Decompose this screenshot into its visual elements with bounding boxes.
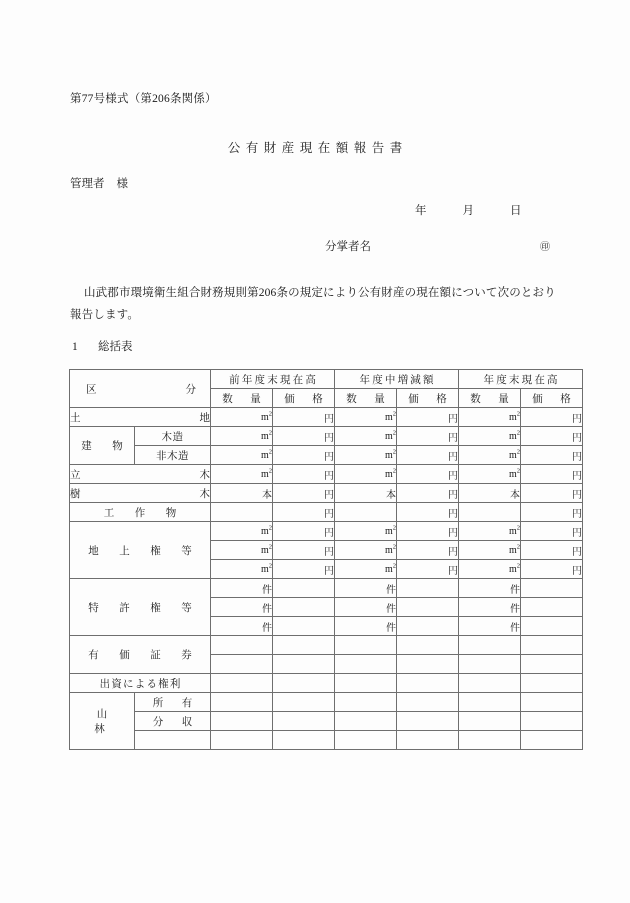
row7-g1-qty-area-unit[interactable]: $m^2$ xyxy=(335,541,397,560)
table-row xyxy=(70,693,583,712)
row8-g0-qty-area-unit[interactable]: $m^2$ xyxy=(211,560,273,579)
row-label-left: 立 xyxy=(70,469,81,481)
table-row xyxy=(70,484,583,503)
date-line xyxy=(415,202,522,218)
addressee-line xyxy=(70,175,128,191)
row9-g2-qty-case-unit[interactable]: 件 xyxy=(459,579,521,598)
column-group-year-change: 年度中増減額 xyxy=(335,370,459,389)
row13-g2-qty-empty[interactable] xyxy=(459,655,521,674)
section-number: 1 xyxy=(72,341,78,353)
row2-g1-qty-area-unit[interactable]: $m^2$ xyxy=(335,446,397,465)
row13-g1-qty-empty[interactable] xyxy=(335,655,397,674)
row14-g2-price-empty[interactable] xyxy=(521,674,583,693)
row-sub-label: 非木造 xyxy=(135,446,211,465)
row17-g2-qty-empty[interactable] xyxy=(459,731,521,750)
addressee-name: 管理者 xyxy=(70,178,105,190)
row13-g2-price-empty[interactable] xyxy=(521,655,583,674)
row6-g0-price-yen-unit[interactable]: 円 xyxy=(273,522,335,541)
row7-g1-price-yen-unit[interactable]: 円 xyxy=(397,541,459,560)
page-title: 公有財産現在額報告書 xyxy=(227,141,408,155)
row14-g1-qty-empty[interactable] xyxy=(335,674,397,693)
row10-g1-qty-case-unit[interactable]: 件 xyxy=(335,598,397,617)
table-row xyxy=(70,522,583,541)
row-label xyxy=(70,484,211,503)
body-paragraph: 山武郡市環境衛生組合財務規則第206条の規定により公有財産の現在額について次のとおり報告します。 xyxy=(70,287,556,321)
row-label-left: 土 xyxy=(70,412,81,424)
table-row xyxy=(70,465,583,484)
row9-g0-price-empty[interactable] xyxy=(273,579,335,598)
year-label: 年 xyxy=(415,205,427,217)
signer-label: 分掌者名 xyxy=(325,241,371,253)
row14-g2-qty-empty[interactable] xyxy=(459,674,521,693)
row1-g0-qty-area-unit[interactable]: $m^2$ xyxy=(211,427,273,446)
row2-g2-price-yen-unit[interactable]: 円 xyxy=(521,446,583,465)
row5-g2-qty-empty[interactable] xyxy=(459,503,521,522)
row3-g0-qty-area-unit[interactable]: $m^2$ xyxy=(211,465,273,484)
row11-g0-qty-case-unit[interactable]: 件 xyxy=(211,617,273,636)
row8-g0-price-yen-unit[interactable]: 円 xyxy=(273,560,335,579)
row12-g0-qty-empty[interactable] xyxy=(211,636,273,655)
row14-g1-price-empty[interactable] xyxy=(397,674,459,693)
column-group-prev-year-end: 前年度末現在高 xyxy=(211,370,335,389)
row4-g2-price-yen-unit[interactable]: 円 xyxy=(521,484,583,503)
table-row xyxy=(70,408,583,427)
table-row xyxy=(70,446,583,465)
row-label-right: 木 xyxy=(199,488,210,500)
sub-header-qty-1: 数 量 xyxy=(211,389,273,408)
row0-g1-qty-area-unit[interactable]: $m^2$ xyxy=(335,408,397,427)
row0-g2-qty-area-unit[interactable]: $m^2$ xyxy=(459,408,521,427)
row11-g1-price-empty[interactable] xyxy=(397,617,459,636)
row7-g2-qty-area-unit[interactable]: $m^2$ xyxy=(459,541,521,560)
month-label: 月 xyxy=(462,205,474,217)
row3-g1-price-yen-unit[interactable]: 円 xyxy=(397,465,459,484)
row-label-right: 地 xyxy=(199,412,210,424)
row16-g0-price-empty[interactable] xyxy=(273,712,335,731)
row12-g1-price-empty[interactable] xyxy=(397,636,459,655)
table-row xyxy=(70,712,583,731)
section-label: 総括表 xyxy=(98,341,133,353)
row10-g0-qty-case-unit[interactable]: 件 xyxy=(211,598,273,617)
summary-table-wrapper xyxy=(69,369,583,750)
row15-g1-price-empty[interactable] xyxy=(397,693,459,712)
row8-g1-qty-area-unit[interactable]: $m^2$ xyxy=(335,560,397,579)
row5-g2-price-yen-unit[interactable]: 円 xyxy=(521,503,583,522)
row8-g1-price-yen-unit[interactable]: 円 xyxy=(397,560,459,579)
row10-g0-price-empty[interactable] xyxy=(273,598,335,617)
row-sub-label xyxy=(135,731,211,750)
row11-g2-qty-case-unit[interactable]: 件 xyxy=(459,617,521,636)
column-header-kubun xyxy=(70,370,211,408)
row0-g0-qty-area-unit[interactable]: $m^2$ xyxy=(211,408,273,427)
row6-g2-price-yen-unit[interactable]: 円 xyxy=(521,522,583,541)
row-label: 工 作 物 xyxy=(70,503,211,522)
row15-g1-qty-empty[interactable] xyxy=(335,693,397,712)
row9-g2-price-empty[interactable] xyxy=(521,579,583,598)
row17-g1-price-empty[interactable] xyxy=(397,731,459,750)
row-label-left: 樹 xyxy=(70,488,81,500)
table-row xyxy=(70,674,583,693)
row13-g0-price-empty[interactable] xyxy=(273,655,335,674)
row17-g0-price-empty[interactable] xyxy=(273,731,335,750)
row-label: 有 価 証 券 xyxy=(70,636,211,674)
row12-g2-price-empty[interactable] xyxy=(521,636,583,655)
row3-g2-price-yen-unit[interactable]: 円 xyxy=(521,465,583,484)
row12-g2-qty-empty[interactable] xyxy=(459,636,521,655)
seal-icon: ㊞ xyxy=(540,242,550,253)
row-label-right: 木 xyxy=(199,469,210,481)
row7-g0-price-yen-unit[interactable]: 円 xyxy=(273,541,335,560)
row4-g1-price-yen-unit[interactable]: 円 xyxy=(397,484,459,503)
table-body xyxy=(70,408,583,750)
row14-g0-qty-empty[interactable] xyxy=(211,674,273,693)
row0-g1-price-yen-unit[interactable]: 円 xyxy=(397,408,459,427)
row4-g1-qty-tree-unit[interactable]: 本 xyxy=(335,484,397,503)
row2-g0-price-yen-unit[interactable]: 円 xyxy=(273,446,335,465)
row5-g0-price-yen-unit[interactable]: 円 xyxy=(273,503,335,522)
section-heading xyxy=(72,338,133,354)
row3-g1-qty-area-unit[interactable]: $m^2$ xyxy=(335,465,397,484)
row15-g2-qty-empty[interactable] xyxy=(459,693,521,712)
row2-g0-qty-area-unit[interactable]: $m^2$ xyxy=(211,446,273,465)
row-label-group: 山 林 xyxy=(70,693,135,750)
sub-header-price-1: 価 格 xyxy=(273,389,335,408)
row12-g1-qty-empty[interactable] xyxy=(335,636,397,655)
row6-g1-qty-area-unit[interactable]: $m^2$ xyxy=(335,522,397,541)
row8-g2-price-yen-unit[interactable]: 円 xyxy=(521,560,583,579)
row-label: 特 許 権 等 xyxy=(70,579,211,636)
row4-g0-price-yen-unit[interactable]: 円 xyxy=(273,484,335,503)
row0-g0-price-yen-unit[interactable]: 円 xyxy=(273,408,335,427)
row11-g0-price-empty[interactable] xyxy=(273,617,335,636)
table-row xyxy=(70,579,583,598)
row3-g0-price-yen-unit[interactable]: 円 xyxy=(273,465,335,484)
row10-g1-price-empty[interactable] xyxy=(397,598,459,617)
signer-line xyxy=(325,238,550,254)
sub-header-qty-3: 数 量 xyxy=(459,389,521,408)
row14-g0-price-empty[interactable] xyxy=(273,674,335,693)
row12-g0-price-empty[interactable] xyxy=(273,636,335,655)
row17-g2-price-empty[interactable] xyxy=(521,731,583,750)
kubun-right-char: 分 xyxy=(185,384,196,395)
table-row xyxy=(70,731,583,750)
row10-g2-price-empty[interactable] xyxy=(521,598,583,617)
row-sub-label: 木造 xyxy=(135,427,211,446)
row15-g0-price-empty[interactable] xyxy=(273,693,335,712)
sub-header-price-3: 価 格 xyxy=(521,389,583,408)
row5-g1-qty-empty[interactable] xyxy=(335,503,397,522)
row1-g1-qty-area-unit[interactable]: $m^2$ xyxy=(335,427,397,446)
row11-g1-qty-case-unit[interactable]: 件 xyxy=(335,617,397,636)
row6-g2-qty-area-unit[interactable]: $m^2$ xyxy=(459,522,521,541)
kubun-left-char: 区 xyxy=(86,384,97,395)
row11-g2-price-empty[interactable] xyxy=(521,617,583,636)
row5-g1-price-yen-unit[interactable]: 円 xyxy=(397,503,459,522)
table-header-row-groups xyxy=(70,370,583,389)
row15-g2-price-empty[interactable] xyxy=(521,693,583,712)
row6-g0-qty-area-unit[interactable]: $m^2$ xyxy=(211,522,273,541)
row-sub-label: 所 有 xyxy=(135,693,211,712)
row-label xyxy=(70,465,211,484)
row3-g2-qty-area-unit[interactable]: $m^2$ xyxy=(459,465,521,484)
table-row xyxy=(70,503,583,522)
row17-g1-qty-empty[interactable] xyxy=(335,731,397,750)
row4-g0-qty-tree-unit[interactable]: 本 xyxy=(211,484,273,503)
table-head xyxy=(70,370,583,408)
row7-g0-qty-area-unit[interactable]: $m^2$ xyxy=(211,541,273,560)
addressee-honorific: 様 xyxy=(116,178,128,190)
row-label: 地 上 権 等 xyxy=(70,522,211,579)
summary-table xyxy=(69,369,583,750)
row-sub-label: 分 収 xyxy=(135,712,211,731)
row0-g2-price-yen-unit[interactable]: 円 xyxy=(521,408,583,427)
row13-g0-qty-empty[interactable] xyxy=(211,655,273,674)
row13-g1-price-empty[interactable] xyxy=(397,655,459,674)
row16-g1-price-empty[interactable] xyxy=(397,712,459,731)
row6-g1-price-yen-unit[interactable]: 円 xyxy=(397,522,459,541)
row1-g2-qty-area-unit[interactable]: $m^2$ xyxy=(459,427,521,446)
row1-g1-price-yen-unit[interactable]: 円 xyxy=(397,427,459,446)
row9-g1-price-empty[interactable] xyxy=(397,579,459,598)
column-group-year-end: 年度末現在高 xyxy=(459,370,583,389)
sub-header-qty-2: 数 量 xyxy=(335,389,397,408)
form-number: 第77号様式（第206条関係） xyxy=(70,93,217,105)
row5-g0-qty-empty[interactable] xyxy=(211,503,273,522)
row1-g2-price-yen-unit[interactable]: 円 xyxy=(521,427,583,446)
row16-g0-qty-empty[interactable] xyxy=(211,712,273,731)
row8-g2-qty-area-unit[interactable]: $m^2$ xyxy=(459,560,521,579)
row-label: 出資による権利 xyxy=(70,674,211,693)
row2-g1-price-yen-unit[interactable]: 円 xyxy=(397,446,459,465)
row9-g0-qty-case-unit[interactable]: 件 xyxy=(211,579,273,598)
row9-g1-qty-case-unit[interactable]: 件 xyxy=(335,579,397,598)
table-row xyxy=(70,427,583,446)
row7-g2-price-yen-unit[interactable]: 円 xyxy=(521,541,583,560)
row1-g0-price-yen-unit[interactable]: 円 xyxy=(273,427,335,446)
row15-g0-qty-empty[interactable] xyxy=(211,693,273,712)
sub-header-price-2: 価 格 xyxy=(397,389,459,408)
day-label: 日 xyxy=(510,205,522,217)
row16-g2-price-empty[interactable] xyxy=(521,712,583,731)
row-label-group: 建 物 xyxy=(70,427,135,465)
table-row xyxy=(70,636,583,655)
row16-g1-qty-empty[interactable] xyxy=(335,712,397,731)
row4-g2-qty-tree-unit[interactable]: 本 xyxy=(459,484,521,503)
row17-g0-qty-empty[interactable] xyxy=(211,731,273,750)
row16-g2-qty-empty[interactable] xyxy=(459,712,521,731)
row10-g2-qty-case-unit[interactable]: 件 xyxy=(459,598,521,617)
row-label xyxy=(70,408,211,427)
row2-g2-qty-area-unit[interactable]: $m^2$ xyxy=(459,446,521,465)
